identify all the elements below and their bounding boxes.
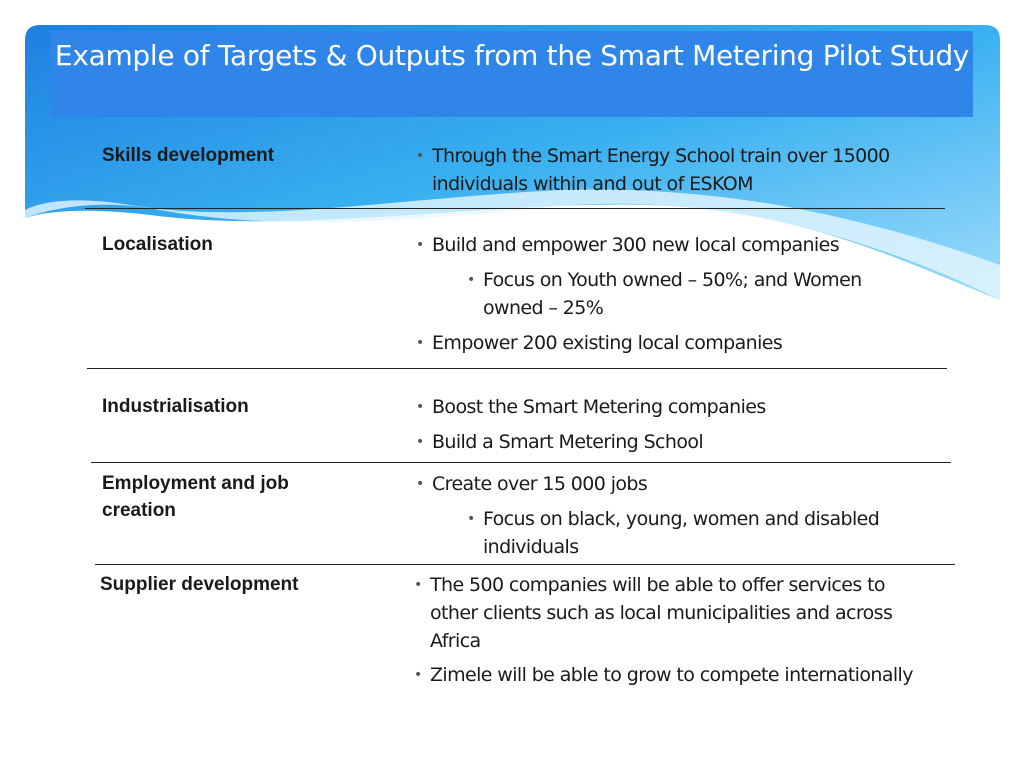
bullet-icon: • bbox=[416, 434, 424, 450]
bullet-icon: • bbox=[467, 272, 475, 288]
list-item bbox=[416, 231, 942, 259]
bullet-icon: • bbox=[416, 148, 424, 164]
list-item bbox=[416, 393, 942, 421]
row-label-supplier-development: Supplier development bbox=[100, 574, 299, 595]
item-text: Focus on Youth owned – 50%; and Women owned – 25% bbox=[483, 269, 862, 319]
item-text: Boost the Smart Metering companies bbox=[432, 396, 766, 418]
list-item bbox=[414, 571, 935, 655]
item-text: Build a Smart Metering School bbox=[432, 431, 704, 453]
item-text: Through the Smart Energy School train over 15000 individuals within and out of ESKOM bbox=[432, 145, 890, 195]
bullet-icon: • bbox=[416, 335, 424, 351]
list-item bbox=[416, 142, 942, 198]
bullet-icon: • bbox=[416, 237, 424, 253]
bullet-icon: • bbox=[414, 577, 422, 593]
item-text: Empower 200 existing local companies bbox=[432, 332, 783, 354]
item-text: Create over 15 000 jobs bbox=[432, 473, 648, 495]
row-label-employment: Employment and job creation bbox=[102, 473, 289, 521]
row-label-industrialisation: Industrialisation bbox=[102, 396, 249, 417]
bullet-icon: • bbox=[416, 399, 424, 415]
row-divider bbox=[87, 368, 947, 369]
item-text: Build and empower 300 new local companies bbox=[432, 234, 840, 256]
list-item bbox=[416, 428, 942, 456]
row-divider bbox=[95, 564, 955, 565]
list-item bbox=[416, 329, 942, 357]
sub-list-item bbox=[467, 505, 933, 561]
bullet-icon: • bbox=[467, 511, 475, 527]
row-label-skills-development: Skills development bbox=[102, 145, 275, 166]
item-text: Zimele will be able to grow to compete internationally bbox=[430, 664, 913, 686]
item-text: Focus on black, young, women and disabled individuals bbox=[483, 508, 880, 558]
row-divider bbox=[91, 462, 951, 463]
bullet-icon: • bbox=[414, 667, 422, 683]
row-label-localisation: Localisation bbox=[102, 234, 213, 255]
bullet-icon: • bbox=[416, 476, 424, 492]
slide-title: Example of Targets & Outputs from the Smart Metering Pilot Study bbox=[54, 39, 970, 72]
sub-list-item bbox=[467, 266, 923, 322]
list-item bbox=[416, 470, 942, 498]
row-divider bbox=[85, 208, 945, 209]
list-item bbox=[414, 661, 935, 689]
item-text: The 500 companies will be able to offer services to other clients such as local municipalities and across Africa bbox=[430, 574, 893, 652]
